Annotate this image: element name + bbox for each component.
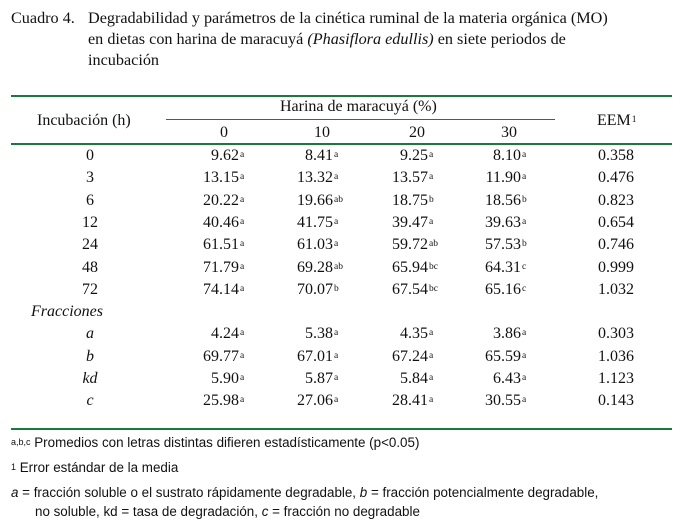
cell-superscript: b: [429, 194, 434, 205]
cell-value: 64.31: [485, 258, 521, 276]
table-cell: [486, 168, 527, 188]
cell-value: 74.14: [203, 280, 239, 298]
cell-superscript: a: [240, 239, 245, 250]
row-label: 3: [86, 169, 94, 187]
cell-value: 18.75: [392, 191, 428, 209]
col-header-20: 20: [409, 124, 425, 141]
cell-superscript: a: [522, 216, 527, 227]
cell-value: 5.90: [211, 370, 239, 387]
table-cell: [211, 369, 244, 389]
cell-superscript: bc: [429, 283, 438, 294]
table-cell: [392, 280, 438, 300]
table-cell: [485, 213, 526, 233]
fractions-label: Fracciones: [31, 303, 103, 321]
header-bottom-rule: [11, 143, 672, 145]
cell-superscript: a: [240, 150, 245, 160]
table-cell: [297, 213, 338, 233]
table-cell: [297, 191, 343, 211]
table-cell: [297, 168, 338, 188]
table-cell: [392, 347, 433, 367]
caption-line-2: [88, 29, 668, 50]
table-cell: [203, 391, 244, 411]
table-cell: [392, 258, 438, 278]
row-label: 72: [82, 280, 98, 298]
cell-value: 59.72: [392, 236, 428, 254]
cell-superscript: a: [522, 395, 527, 406]
cell-value: 9.62: [211, 147, 239, 164]
cell-superscript: a: [334, 373, 339, 383]
table-cell: [392, 391, 433, 411]
table-cell: [203, 168, 244, 188]
cell-value: 71.79: [203, 258, 239, 276]
table-cell: [305, 324, 338, 344]
row-label: 6: [86, 191, 94, 209]
table-cell: [485, 280, 526, 300]
cell-superscript: a: [334, 172, 339, 183]
footnote-eem-text: Error estándar de la media: [16, 460, 179, 475]
eem-value: 0.999: [598, 258, 634, 276]
row-label: b: [86, 347, 94, 365]
cell-value: 4.24: [211, 325, 239, 343]
cell-superscript: a: [429, 150, 434, 160]
cell-value: 9.25: [400, 147, 428, 164]
table-cell: [485, 347, 526, 367]
cell-value: 13.15: [203, 169, 239, 187]
cell-superscript: a: [334, 216, 339, 227]
caption-line-1: Degradabilidad y parámetros de la cinética ruminal de la materia orgánica (MO): [88, 9, 608, 27]
cell-superscript: a: [429, 216, 434, 227]
eem-value: 1.032: [598, 280, 634, 298]
row-label: kd: [82, 370, 98, 387]
cell-value: 65.94: [392, 258, 428, 276]
cell-superscript: a: [429, 373, 434, 383]
table-cell: [305, 369, 338, 389]
cell-superscript: a: [240, 283, 245, 294]
def-a-letter: a: [11, 485, 19, 500]
cell-superscript: a: [429, 172, 434, 183]
table-cell: [392, 168, 433, 188]
cell-superscript: a: [334, 239, 339, 250]
table-cell: [297, 347, 338, 367]
cell-value: 5.38: [305, 325, 333, 343]
col-header-0: 0: [220, 124, 228, 141]
table-cell: [297, 235, 338, 255]
eem-value: 0.823: [598, 191, 634, 209]
cell-value: 6.43: [493, 370, 521, 387]
cell-value: 11.90: [485, 169, 521, 187]
cell-superscript: a: [240, 350, 245, 361]
cell-superscript: ab: [334, 194, 343, 205]
cell-value: 8.41: [305, 147, 333, 164]
eem-value: 0.654: [598, 213, 634, 231]
caption-text: [88, 8, 668, 71]
cell-superscript: a: [522, 328, 527, 339]
table-cell: [211, 146, 244, 166]
caption-line-2-end: en siete periodos de: [437, 30, 566, 48]
table-cell: [493, 146, 526, 166]
cell-value: 28.41: [392, 392, 428, 410]
def-c-letter: c: [261, 504, 269, 519]
cell-superscript: a: [240, 395, 245, 406]
table-cell: [493, 369, 526, 389]
cell-value: 3.86: [493, 325, 521, 343]
cell-value: 13.32: [297, 169, 333, 187]
cell-superscript: c: [522, 261, 527, 272]
table-cell: [203, 347, 244, 367]
caption-label: Cuadro 4.: [11, 9, 75, 27]
footnote-letters-sup: a,b,c: [11, 437, 31, 447]
table-cell: [203, 280, 244, 300]
cell-superscript: a: [334, 150, 339, 160]
cell-superscript: ab: [429, 239, 438, 250]
cell-superscript: a: [240, 328, 245, 339]
eem-value: 0.746: [598, 236, 634, 254]
cell-superscript: c: [522, 283, 527, 294]
table-cell: [297, 280, 339, 300]
caption-species: (Phasiflora edullis): [307, 30, 434, 48]
cell-value: 40.46: [203, 213, 239, 231]
table-cell: [297, 258, 343, 278]
row-label: a: [86, 325, 94, 343]
table-cell: [485, 258, 526, 278]
table-cell: [305, 146, 338, 166]
cell-value: 61.03: [297, 236, 333, 254]
def-kd-text: no soluble, kd = tasa de degradación,: [35, 504, 262, 519]
def-a-text: = fracción soluble o el sustrato rápidamente degradable,: [18, 485, 360, 500]
table-cell: [203, 258, 244, 278]
table-cell: [392, 235, 438, 255]
eem-value: 1.123: [598, 370, 634, 387]
cell-superscript: a: [522, 150, 527, 160]
cell-value: 41.75: [297, 213, 333, 231]
cell-superscript: a: [429, 395, 434, 406]
row-label: 24: [82, 236, 98, 254]
table-cell: [211, 324, 244, 344]
footnote-letters: [11, 434, 419, 452]
footnote-eem: [11, 459, 178, 477]
cell-superscript: a: [334, 328, 339, 339]
cell-value: 25.98: [203, 392, 239, 410]
cell-value: 19.66: [297, 191, 333, 209]
eem-header-sup: 1: [631, 115, 637, 125]
table-bottom-rule: [11, 428, 672, 430]
cell-superscript: a: [240, 216, 245, 227]
cell-value: 69.77: [203, 347, 239, 365]
footnote-definitions-2: [35, 503, 420, 521]
table-cell: [203, 191, 244, 211]
group-header-rule: [166, 119, 555, 120]
cell-value: 18.56: [485, 191, 521, 209]
eem-value: 0.358: [598, 147, 634, 164]
eem-value: 0.303: [598, 325, 634, 343]
table-cell: [203, 213, 244, 233]
row-label: 0: [86, 147, 94, 164]
cell-superscript: a: [522, 350, 527, 361]
cell-superscript: a: [522, 373, 527, 383]
cell-value: 5.84: [400, 370, 428, 387]
cell-value: 4.35: [400, 325, 428, 343]
cell-superscript: a: [334, 395, 339, 406]
cell-superscript: b: [522, 239, 527, 250]
cell-value: 67.01: [297, 347, 333, 365]
footnote-eem-sup: 1: [11, 462, 17, 472]
table-cell: [392, 191, 434, 211]
table-cell: [400, 324, 433, 344]
cell-superscript: b: [522, 194, 527, 205]
row-header: Incubación (h): [37, 112, 131, 129]
footnote-definitions-1: [11, 484, 598, 502]
cell-value: 67.54: [392, 280, 428, 298]
cell-superscript: a: [240, 172, 245, 183]
cell-value: 57.53: [485, 236, 521, 254]
caption-line-2-start: en dietas con harina de maracuyá: [88, 30, 304, 48]
cell-superscript: a: [240, 194, 245, 205]
cell-value: 13.57: [392, 169, 428, 187]
row-label: c: [86, 392, 94, 410]
cell-superscript: b: [334, 283, 339, 294]
eem-header: [597, 111, 637, 131]
row-label: 48: [82, 258, 98, 276]
cell-value: 70.07: [297, 280, 333, 298]
cell-superscript: a: [522, 172, 527, 183]
footnote-letters-text: Promedios con letras distintas difieren estadísticamente (p<0.05): [30, 435, 420, 450]
group-header: Harina de maracuyá (%): [280, 98, 437, 115]
def-b-text: = fracción potencialmente degradable,: [367, 485, 599, 500]
table-cell: [493, 324, 526, 344]
cell-value: 69.28: [297, 258, 333, 276]
table-cell: [400, 369, 433, 389]
caption-line-3: incubación: [88, 51, 160, 69]
eem-value: 0.143: [598, 392, 634, 410]
cell-value: 5.87: [305, 370, 333, 387]
def-b-letter: b: [359, 485, 368, 500]
table-cell: [485, 235, 527, 255]
table-cell: [203, 235, 244, 255]
cell-superscript: bc: [429, 261, 438, 272]
cell-superscript: a: [429, 350, 434, 361]
cell-value: 30.55: [485, 392, 521, 410]
col-header-30: 30: [501, 124, 517, 141]
cell-superscript: a: [334, 350, 339, 361]
table-cell: [297, 391, 338, 411]
cell-value: 65.16: [485, 280, 521, 298]
table-cell: [485, 391, 526, 411]
cell-value: 20.22: [203, 191, 239, 209]
cell-value: 39.47: [392, 213, 428, 231]
col-header-10: 10: [314, 124, 330, 141]
table-cell: [400, 146, 433, 166]
cell-value: 8.10: [493, 147, 521, 164]
eem-header-label: EEM: [597, 112, 631, 129]
eem-value: 0.476: [598, 169, 634, 187]
eem-value: 1.036: [598, 347, 634, 365]
cell-superscript: a: [240, 373, 245, 383]
cell-value: 39.63: [485, 213, 521, 231]
def-c-text: = fracción no degradable: [268, 504, 420, 519]
cell-superscript: a: [240, 261, 245, 272]
cell-value: 67.24: [392, 347, 428, 365]
cell-value: 27.06: [297, 392, 333, 410]
cell-superscript: ab: [334, 261, 343, 272]
table-cell: [392, 213, 433, 233]
cell-superscript: a: [429, 328, 434, 339]
row-label: 12: [82, 213, 98, 231]
cell-value: 65.59: [485, 347, 521, 365]
cell-value: 61.51: [203, 236, 239, 254]
table-cell: [485, 191, 527, 211]
